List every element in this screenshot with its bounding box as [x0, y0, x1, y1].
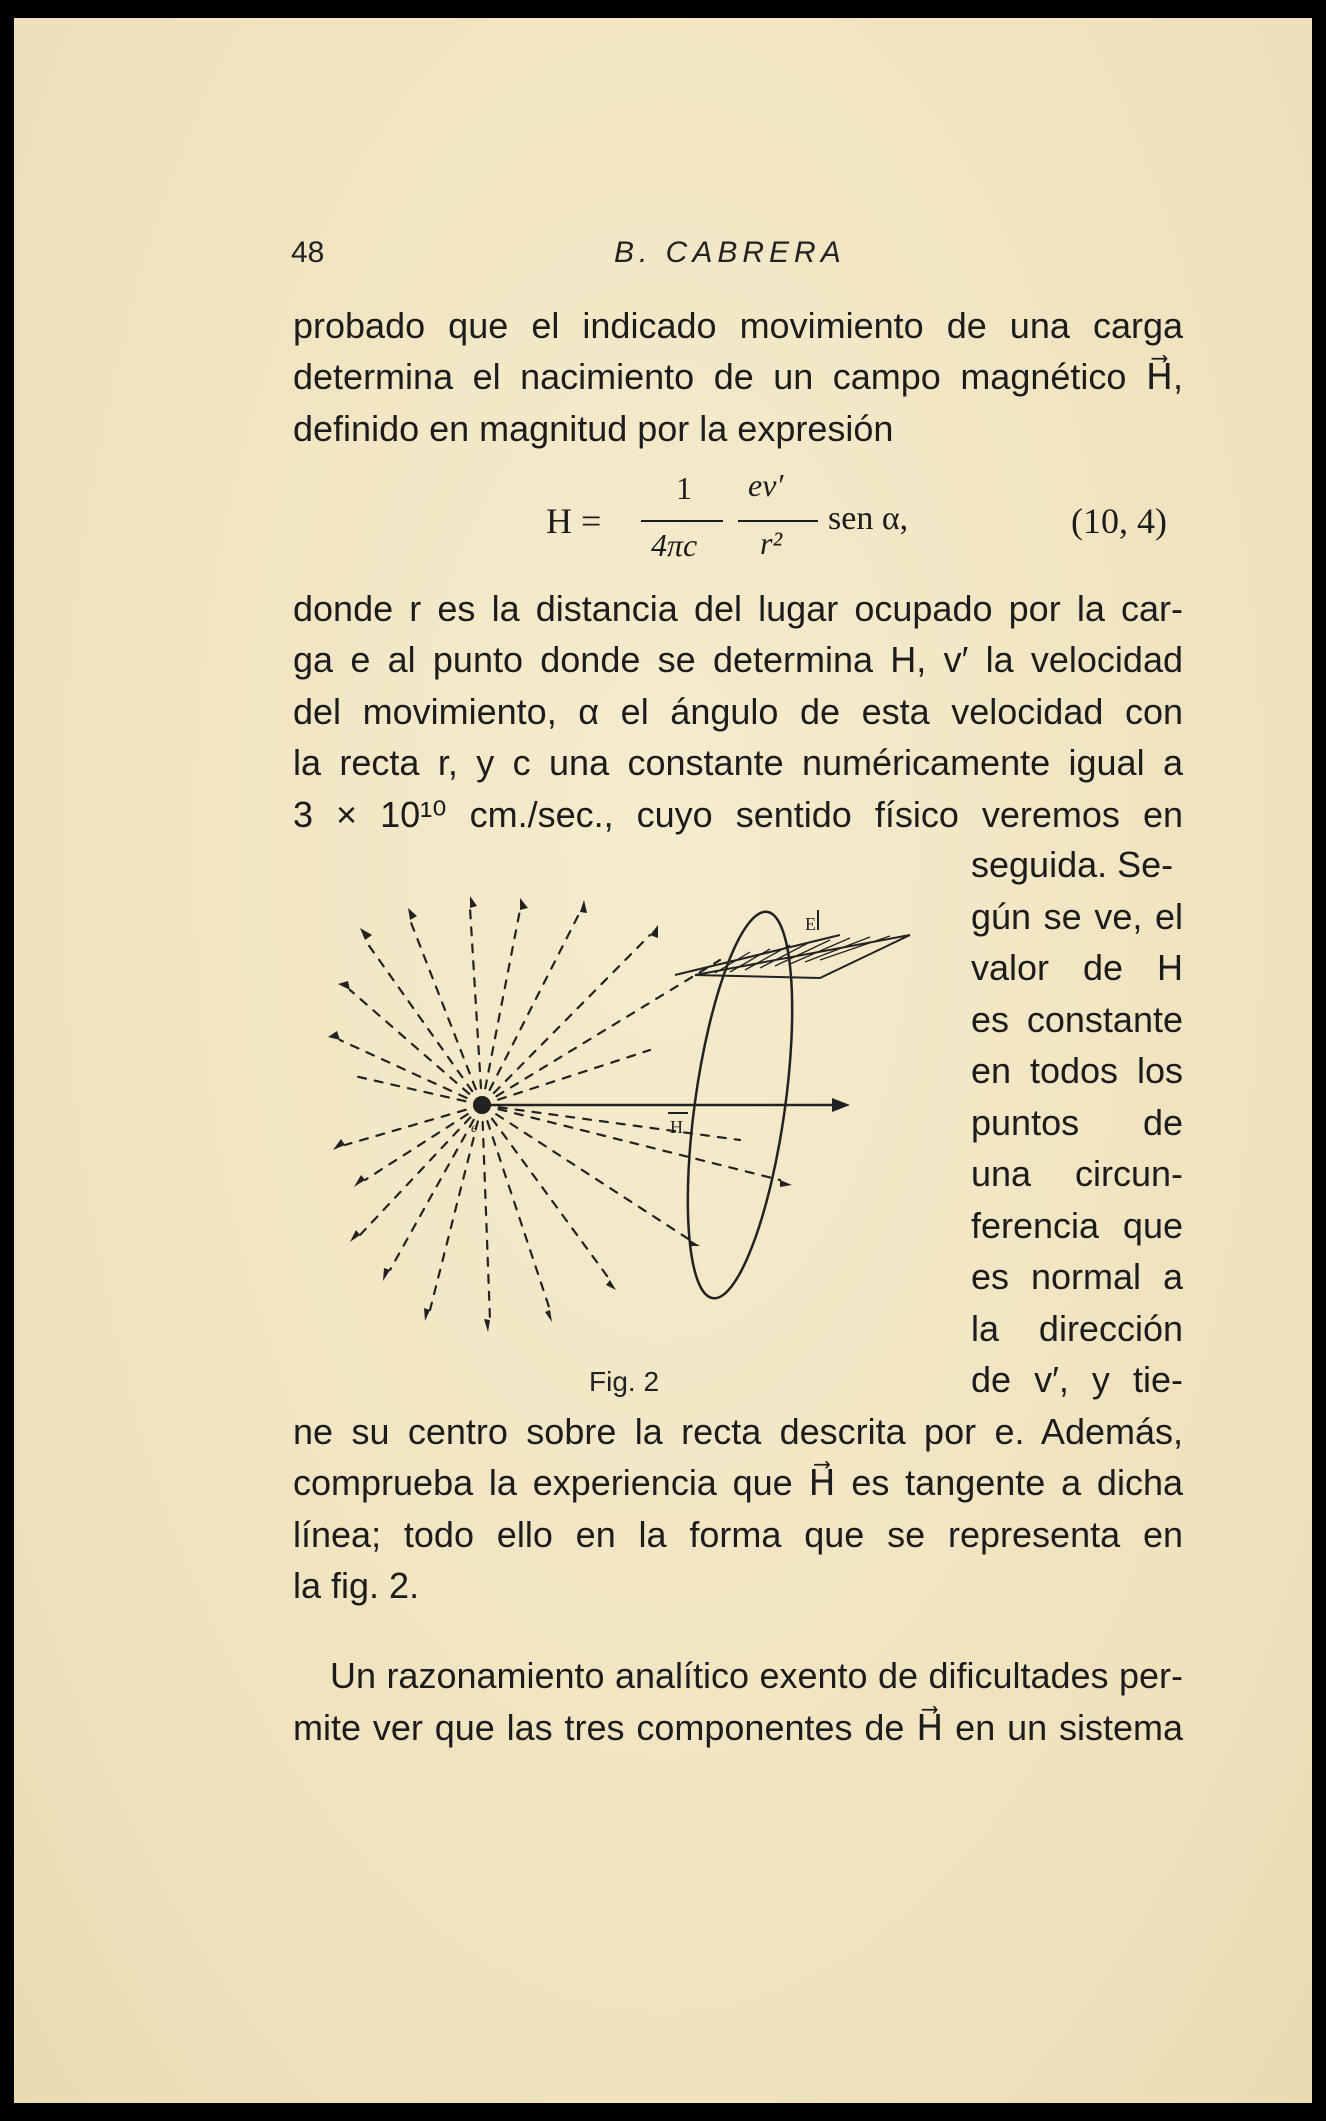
- text-line: donde r es la distancia del lugar ocupado por la car-: [293, 588, 1183, 629]
- side-text-line: una circun-: [971, 1153, 1183, 1194]
- text-line: la fig. 2.: [293, 1565, 420, 1606]
- side-text-line: la dirección: [971, 1308, 1183, 1349]
- side-text-line: seguida. Se-: [971, 844, 1174, 885]
- author-name: B. CABRERA: [614, 236, 846, 269]
- page-number: 48: [291, 236, 325, 269]
- text-line: ne su centro sobre la recta descrita por e. Además,: [293, 1411, 1183, 1452]
- text-line: mite ver que las tres componentes de H⃗ en un sistema: [293, 1707, 1183, 1748]
- equation-lhs: H =: [546, 501, 602, 541]
- fraction1-denominator: 4πc: [651, 527, 698, 563]
- text-line: del movimiento, α el ángulo de esta velocidad con: [293, 691, 1183, 732]
- side-text-line: ferencia que: [971, 1205, 1183, 1246]
- figure-caption: Fig. 2: [589, 1366, 660, 1397]
- text-line: determina el nacimiento de un campo magnético H⃗,: [293, 356, 1183, 397]
- fraction1-numerator: 1: [676, 470, 692, 506]
- field-label-H: H: [670, 1117, 683, 1137]
- side-text-line: gún se ve, el: [971, 896, 1183, 937]
- equation-number: (10, 4): [1071, 501, 1167, 541]
- side-text-line: en todos los: [971, 1050, 1183, 1091]
- text-line: 3 × 10¹⁰ cm./sec., cuyo sentido físico veremos en: [293, 794, 1183, 835]
- figure-2-diagram: [320, 880, 940, 1350]
- side-text-line: de v′, y tie-: [971, 1359, 1183, 1400]
- fraction2-numerator: ev′: [748, 467, 784, 503]
- fraction1-bar: [641, 520, 723, 522]
- text-line: Un razonamiento analítico exento de dificultades per-: [330, 1655, 1183, 1696]
- side-text-line: valor de H: [971, 947, 1183, 988]
- text-line: comprueba la experiencia que H⃗ es tangente a dicha: [293, 1462, 1183, 1503]
- text-line: la recta r, y c una constante numéricamente igual a: [293, 742, 1183, 783]
- svg-text:e: e: [471, 1121, 478, 1136]
- text-line: línea; todo ello en la forma que se representa en: [293, 1514, 1183, 1555]
- fraction2-bar: [738, 520, 818, 522]
- field-label-E: E: [805, 914, 816, 934]
- text-line: probado que el indicado movimiento de una carga: [293, 305, 1183, 346]
- text-line: definido en magnitud por la expresión: [293, 408, 894, 449]
- equation-tail: sen α,: [828, 500, 909, 537]
- side-text-line: puntos de: [971, 1102, 1183, 1143]
- side-text-line: es normal a: [971, 1256, 1183, 1297]
- text-line: ga e al punto donde se determina H, v′ la velocidad: [293, 639, 1183, 680]
- side-text-line: es constante: [971, 999, 1183, 1040]
- fraction2-denominator: r²: [760, 525, 783, 561]
